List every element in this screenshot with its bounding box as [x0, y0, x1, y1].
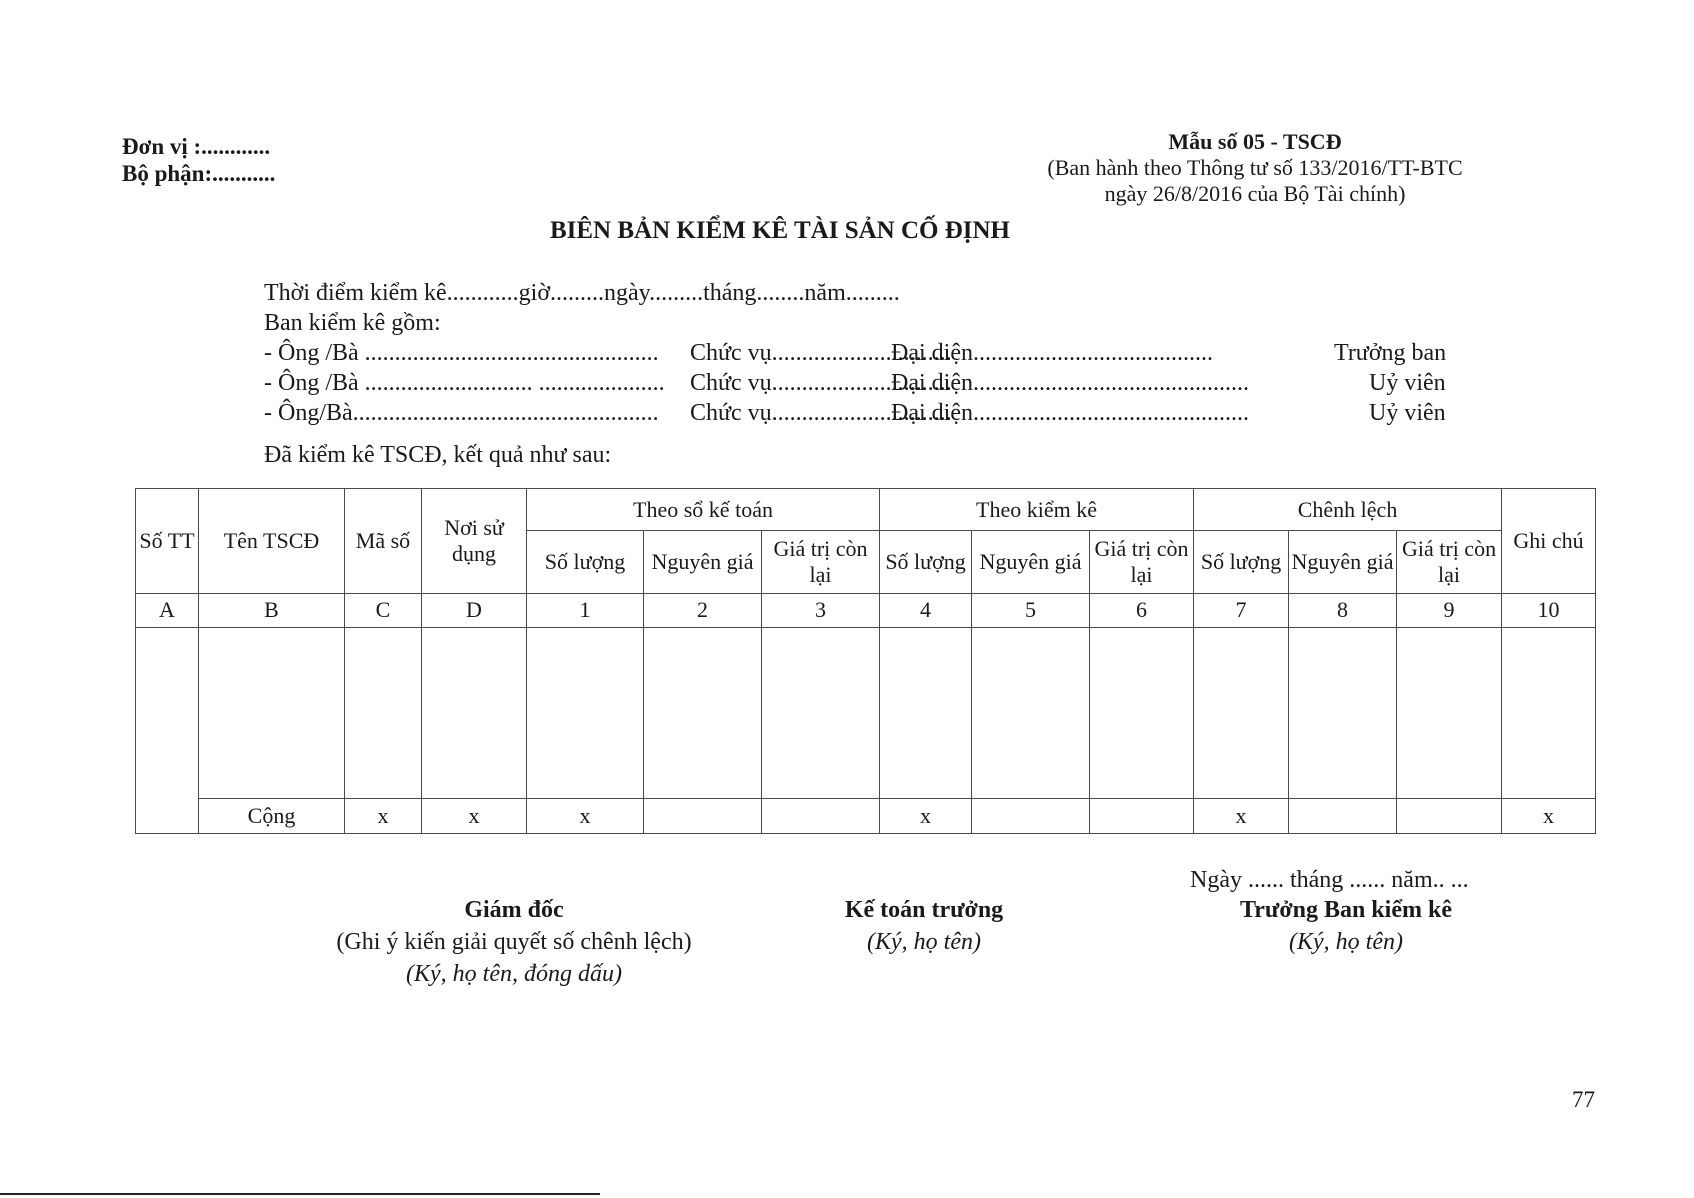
empty-cell: [972, 627, 1090, 798]
empty-cell: [1289, 627, 1397, 798]
index-cell: A: [136, 593, 199, 627]
empty-cell: [1289, 799, 1397, 834]
empty-cell: [1090, 627, 1194, 798]
board-head-title: Trưởng Ban kiểm kê: [1240, 897, 1452, 923]
empty-cell: [762, 627, 880, 798]
index-cell: 8: [1289, 593, 1397, 627]
member-representing: Đại diện..............................................: [891, 370, 1249, 396]
member-name: - Ông /Bà .................................................: [264, 340, 659, 366]
issued-by-line-2: ngày 26/8/2016 của Bộ Tài chính): [1104, 181, 1406, 206]
empty-cell: [136, 627, 199, 833]
unit-line: Đơn vị :............: [122, 134, 271, 159]
department-line: Bộ phận:...........: [122, 161, 276, 186]
data-row: [136, 627, 1596, 798]
time-line: Thời điểm kiểm kê............giờ.........ngày.........tháng........năm.........: [264, 280, 900, 306]
sub-header-cost: Nguyên giá: [1289, 531, 1397, 594]
total-mark: x: [1502, 799, 1596, 834]
total-mark: x: [880, 799, 972, 834]
sub-header-residual: Giá trị còn lại: [1090, 531, 1194, 594]
empty-cell: [345, 627, 422, 798]
index-row: [136, 593, 1596, 627]
form-code: Mẫu số 05 - TSCĐ: [1168, 129, 1342, 154]
total-label: Cộng: [199, 799, 345, 834]
member-name: - Ông /Bà ............................ .....................: [264, 370, 665, 396]
index-cell: 7: [1194, 593, 1289, 627]
col-header-stt: Số TT: [136, 489, 199, 594]
accountant-title: Kế toán trưởng: [844, 897, 1004, 923]
signature-board-head: [1066, 896, 1626, 960]
issued-by-line-1: (Ban hành theo Thông tư số 133/2016/TT-BTC: [1047, 155, 1463, 180]
accountant-sign-hint: (Ký, họ tên): [867, 929, 981, 955]
index-cell: 5: [972, 593, 1090, 627]
member-position: Chức vụ..............................: [690, 400, 952, 426]
member-row: [264, 339, 1454, 369]
sub-header-residual: Giá trị còn lại: [1397, 531, 1502, 594]
col-header-name: Tên TSCĐ: [199, 489, 345, 594]
index-cell: 4: [880, 593, 972, 627]
member-position: Chức vụ..............................: [690, 370, 952, 396]
inventory-table: [135, 488, 1596, 834]
empty-cell: [972, 799, 1090, 834]
index-cell: 6: [1090, 593, 1194, 627]
bottom-rule: [0, 1193, 600, 1195]
member-role: Trưởng ban: [1334, 340, 1447, 366]
empty-cell: [762, 799, 880, 834]
member-representing: Đại diện..............................................: [891, 400, 1249, 426]
organization-block: [122, 133, 275, 187]
signature-date-line: Ngày ...... tháng ...... năm.. ...: [1190, 867, 1469, 893]
member-row: [264, 399, 1454, 429]
sub-header-cost: Nguyên giá: [644, 531, 762, 594]
empty-cell: [1090, 799, 1194, 834]
sub-header-quantity: Số lượng: [527, 531, 644, 594]
empty-cell: [1194, 627, 1289, 798]
empty-cell: [644, 799, 762, 834]
director-sign-hint: (Ký, họ tên, đóng dấu): [406, 961, 622, 987]
index-cell: 1: [527, 593, 644, 627]
page-number: 77: [1572, 1087, 1595, 1112]
col-header-code: Mã số: [345, 489, 422, 594]
total-mark: x: [345, 799, 422, 834]
sub-header-cost: Nguyên giá: [972, 531, 1090, 594]
empty-cell: [422, 627, 527, 798]
sub-header-quantity: Số lượng: [1194, 531, 1289, 594]
col-header-place: Nơi sử dụng: [422, 489, 527, 594]
index-cell: D: [422, 593, 527, 627]
col-header-note: Ghi chú: [1502, 489, 1596, 594]
director-note: (Ghi ý kiến giải quyết số chênh lệch): [336, 929, 692, 955]
total-mark: x: [527, 799, 644, 834]
director-title: Giám đốc: [464, 897, 564, 923]
index-cell: 10: [1502, 593, 1596, 627]
index-cell: 3: [762, 593, 880, 627]
empty-cell: [644, 627, 762, 798]
member-name: - Ông/Bà...................................................: [264, 400, 659, 426]
form-code-block: [1000, 129, 1510, 207]
index-cell: 9: [1397, 593, 1502, 627]
member-role: Uỷ viên: [1369, 370, 1446, 396]
group-header-row: [136, 489, 1596, 531]
board-head-sign-hint: (Ký, họ tên): [1289, 929, 1403, 955]
sub-header-quantity: Số lượng: [880, 531, 972, 594]
empty-cell: [527, 627, 644, 798]
empty-cell: [1502, 627, 1596, 798]
index-cell: B: [199, 593, 345, 627]
result-line: Đã kiểm kê TSCĐ, kết quả như sau:: [264, 442, 612, 468]
member-role: Uỷ viên: [1369, 400, 1446, 426]
empty-cell: [1397, 799, 1502, 834]
board-label: Ban kiểm kê gồm:: [264, 310, 441, 336]
sub-header-residual: Giá trị còn lại: [762, 531, 880, 594]
total-mark: x: [1194, 799, 1289, 834]
member-row: [264, 369, 1454, 399]
group-header-accounting: Theo sổ kế toán: [527, 489, 880, 531]
member-position: Chức vụ..............................: [690, 340, 952, 366]
document-title: BIÊN BẢN KIỂM KÊ TÀI SẢN CỐ ĐỊNH: [549, 217, 1011, 244]
empty-cell: [1397, 627, 1502, 798]
index-cell: 2: [644, 593, 762, 627]
total-row: [136, 799, 1596, 834]
empty-cell: [880, 627, 972, 798]
empty-cell: [199, 627, 345, 798]
index-cell: C: [345, 593, 422, 627]
group-header-inventory: Theo kiểm kê: [880, 489, 1194, 531]
total-mark: x: [422, 799, 527, 834]
intro-section: [264, 279, 1454, 471]
member-representing: Đại diện........................................: [891, 340, 1213, 366]
group-header-difference: Chênh lệch: [1194, 489, 1502, 531]
